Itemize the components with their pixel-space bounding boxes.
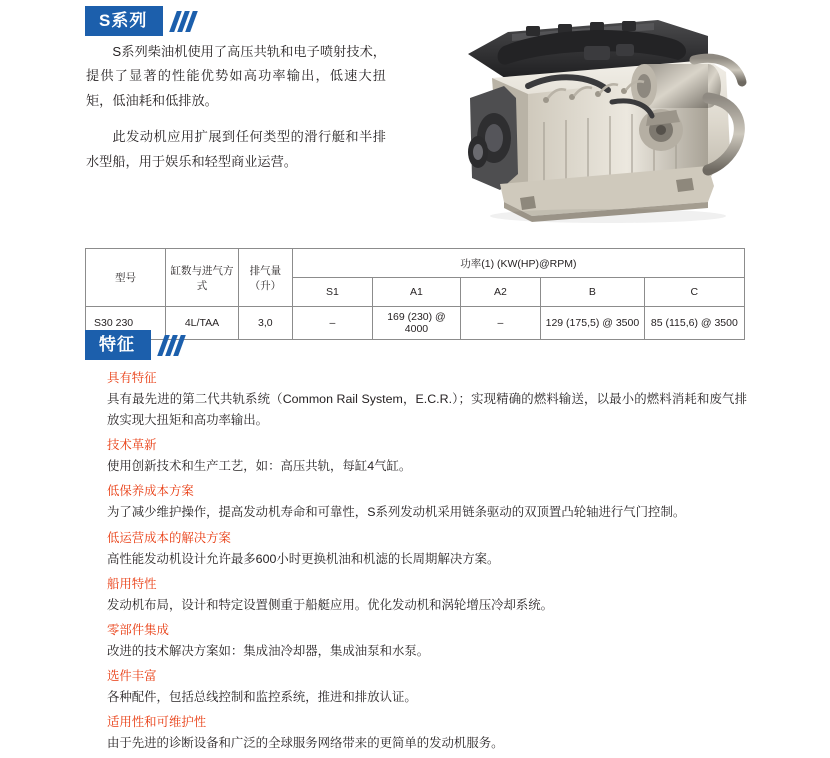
feature-title: 低运营成本的解决方案 <box>107 530 231 545</box>
header-power-a2: A2 <box>460 278 540 307</box>
cell-model: S30 230 <box>86 307 166 340</box>
engine-illustration-icon <box>408 2 788 230</box>
series-intro-text <box>86 40 386 186</box>
list-item <box>107 435 747 477</box>
feature-body: 为了减少维护操作，提高发动机寿命和可靠性，S系列发动机采用链条驱动的双顶置凸轮轴进行气门控制。 <box>107 505 686 520</box>
cell-power-a1: 169 (230) @ 4000 <box>373 307 461 340</box>
series-section <box>0 0 830 235</box>
feature-title: 船用特性 <box>107 576 157 591</box>
feature-title: 适用性和可维护性 <box>107 715 207 730</box>
series-banner-title: S系列 <box>85 6 163 36</box>
feature-title: 具有特征 <box>107 371 157 385</box>
table-header-row-1 <box>86 249 745 278</box>
list-item <box>107 574 747 616</box>
cell-power-a2: – <box>460 307 540 340</box>
cell-power-s1: – <box>292 307 372 340</box>
feature-title: 选件丰富 <box>107 669 157 684</box>
cell-power-c: 85 (115,6) @ 3500 <box>644 307 744 340</box>
feature-title: 零部件集成 <box>107 622 169 637</box>
feature-title: 技术革新 <box>107 438 157 453</box>
header-model: 型号 <box>86 249 166 307</box>
feature-body: 高性能发动机设计允许最多600小时更换机油和机滤的长周期解决方案。 <box>107 551 500 566</box>
features-banner <box>85 330 182 360</box>
series-paragraph-2: 此发动机应用扩展到任何类型的滑行艇和半排水型船，用于娱乐和轻型商业运营。 <box>86 129 386 169</box>
list-item <box>107 368 747 431</box>
feature-body: 发动机布局，设计和特定设置侧重于船艇应用。优化发动机和涡轮增压冷却系统。 <box>107 597 554 612</box>
specifications-table <box>85 248 745 340</box>
feature-title: 低保养成本方案 <box>107 484 194 499</box>
banner-stripes-icon-2 <box>157 335 186 356</box>
feature-body: 使用创新技术和生产工艺，如：高压共轨，每缸4气缸。 <box>107 459 412 474</box>
header-cylinders: 缸数与进气方式 <box>166 249 239 307</box>
header-power-b: B <box>541 278 645 307</box>
series-paragraph-1: S系列柴油机使用了高压共轨和电子喷射技术，提供了显著的性能优势如高功率输出，低速大扭矩，低油耗和低排放。 <box>86 44 386 108</box>
header-power-a1: A1 <box>373 278 461 307</box>
list-item <box>107 666 747 708</box>
list-item <box>107 620 747 662</box>
header-power-s1: S1 <box>292 278 372 307</box>
cell-displacement: 3,0 <box>238 307 292 340</box>
series-banner <box>85 6 194 36</box>
list-item <box>107 712 747 754</box>
cell-cylinders: 4L/TAA <box>166 307 239 340</box>
header-power-c: C <box>644 278 744 307</box>
banner-stripes-icon <box>170 11 199 32</box>
engine-photo <box>408 2 788 230</box>
feature-body: 由于先进的诊断设备和广泛的全球服务网络带来的更简单的发动机服务。 <box>107 736 504 751</box>
cell-power-b: 129 (175,5) @ 3500 <box>541 307 645 340</box>
header-displacement: 排气量（升） <box>238 249 292 307</box>
feature-body: 改进的技术解决方案如：集成油冷却器，集成油泵和水泵。 <box>107 643 430 658</box>
feature-body: 各种配件，包括总线控制和监控系统，推进和排放认证。 <box>107 690 417 705</box>
features-banner-title: 特征 <box>85 330 151 360</box>
header-power-group: 功率(1) (KW(HP)@RPM) <box>292 249 744 278</box>
list-item <box>107 528 747 570</box>
feature-list <box>107 368 747 758</box>
feature-body: 具有最先进的第二代共轨系统（Common Rail System，E.C.R.）；实现精确的燃料输送，以最小的燃料消耗和废气排放实现大扭矩和高功率输出。 <box>107 392 747 428</box>
list-item <box>107 481 747 523</box>
